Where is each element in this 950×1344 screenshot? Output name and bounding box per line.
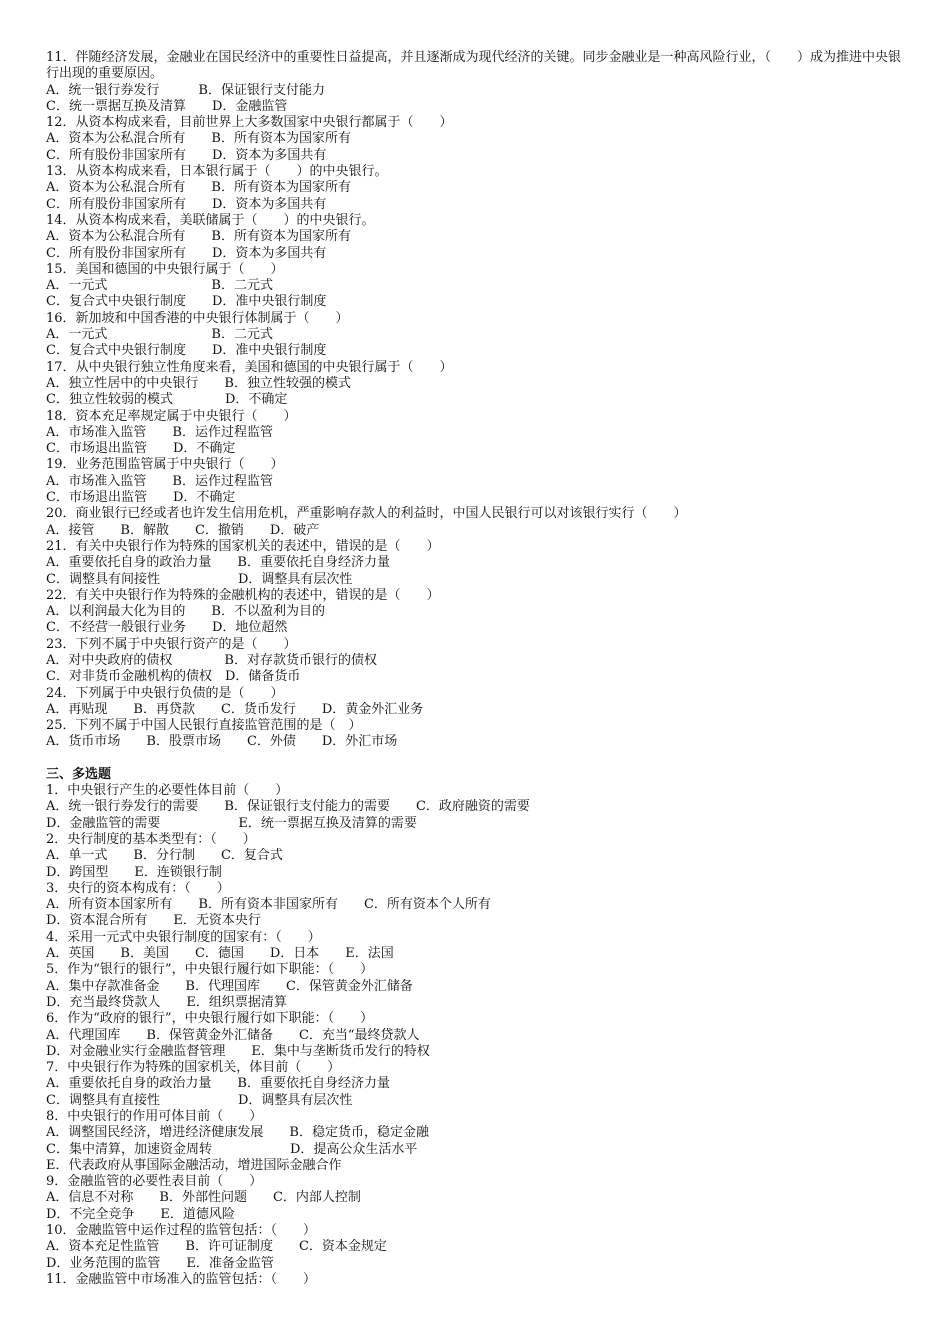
multi-choice-line: D．跨国型 E．连锁银行制	[46, 864, 222, 880]
single-choice-line: 17．从中央银行独立性角度来看，美国和德国的中央银行属于（ ）	[46, 359, 453, 375]
multi-choice-line: 1．中央银行产生的必要性体目前（ ）	[46, 783, 289, 799]
multi-choice-line: A．代理国库 B．保管黄金外汇储备 C．充当“最终贷款人	[46, 1027, 420, 1043]
single-choice-line: 16．新加坡和中国香港的中央银行体制属于（ ）	[46, 310, 349, 326]
multi-choice-line: 3．央行的资本构成有：（ ）	[46, 880, 230, 896]
single-choice-line: C．对非货币金融机构的债权 D．储备货币	[46, 669, 301, 685]
multi-choice-line: A．信息不对称 B．外部性问题 C．内部人控制	[46, 1190, 361, 1206]
single-choice-line: C．市场退出监管 D．不确定	[46, 490, 236, 506]
single-choice-line: 15．美国和德国的中央银行属于（ ）	[46, 261, 284, 277]
section-gap	[46, 751, 908, 767]
single-choice-line: C．调整具有间接性 D．调整具有层次性	[46, 571, 353, 587]
single-choice-line: 14．从资本构成来看，美联储属于（ ）的中央银行。	[46, 212, 375, 228]
multi-choice-line: 6．作为“政府的银行”，中央银行履行如下职能：（ ）	[46, 1011, 374, 1027]
section-heading-multi-choice: 三、多选题	[46, 766, 112, 782]
single-choice-line: 11．伴随经济发展，金融业在国民经济中的重要性日益提高，并且逐渐成为现代经济的关键。同步金融业是一种高风险行业，（ ）成为推进中央银行出现的重要原因。	[46, 50, 902, 82]
multi-choice-line: 9．金融监管的必要性表目前（ ）	[46, 1174, 263, 1190]
multi-choice-line: A．调整国民经济，增进经济健康发展 B．稳定货币，稳定金融	[46, 1125, 429, 1141]
multi-choice-section	[46, 783, 908, 1288]
single-choice-line: 25．下列不属于中国人民银行直接监管范围的是（ ）	[46, 718, 362, 734]
single-choice-line: 20．商业银行已经或者也许发生信用危机，严重影响存款人的利益时，中国人民银行可以对该银行实行（ ）	[46, 506, 687, 522]
single-choice-line: A．一元式 B．二元式	[46, 278, 273, 294]
multi-choice-line: 11．金融监管中市场准入的监管包括：（ ）	[46, 1271, 317, 1287]
single-choice-line: C．复合式中央银行制度 D．准中央银行制度	[46, 294, 327, 310]
multi-choice-line: E．代表政府从事国际金融活动，增进国际金融合作	[46, 1157, 342, 1173]
multi-choice-line: 8．中央银行的作用可体目前（ ）	[46, 1109, 263, 1124]
single-choice-line: A．接管 B．解散 C．撤销 D．破产	[46, 522, 320, 538]
single-choice-line: 18．资本充足率规定属于中央银行（ ）	[46, 408, 297, 424]
multi-choice-line: A．集中存款准备金 B．代理国库 C．保管黄金外汇储备	[46, 978, 413, 994]
single-choice-line: 19．业务范围监管属于中央银行（ ）	[46, 457, 284, 473]
single-choice-line: C．所有股份非国家所有 D．资本为多国共有	[46, 245, 327, 261]
multi-choice-line: D．金融监管的需要 E．统一票据互换及清算的需要	[46, 815, 417, 831]
multi-choice-line: 10．金融监管中运作过程的监管包括：（ ）	[46, 1223, 317, 1239]
single-choice-line: A．资本为公私混合所有 B．所有资本为国家所有	[46, 229, 351, 245]
single-choice-line: 23．下列不属于中央银行资产的是（ ）	[46, 636, 297, 652]
single-choice-line: C．所有股份非国家所有 D．资本为多国共有	[46, 196, 327, 212]
multi-choice-line: 2．央行制度的基本类型有：（ ）	[46, 831, 256, 847]
multi-choice-line: 7．中央银行作为特殊的国家机关，体目前（ ）	[46, 1060, 341, 1076]
multi-choice-line: C．调整具有直接性 D．调整具有层次性	[46, 1092, 353, 1108]
single-choice-line: A．资本为公私混合所有 B．所有资本为国家所有	[46, 180, 351, 196]
single-choice-line: C．不经营一般银行业务 D．地位超然	[46, 620, 288, 636]
single-choice-line: A．独立性居中的中央银行 B．独立性较强的模式	[46, 375, 351, 391]
single-choice-line: C．统一票据互换及清算 D．金融监管	[46, 98, 288, 114]
single-choice-line: A．对中央政府的债权 B．对存款货币银行的债权	[46, 652, 377, 668]
document-page	[46, 50, 908, 1288]
single-choice-line: A．货币市场 B．股票市场 C．外债 D．外汇市场	[46, 734, 398, 750]
multi-choice-line: A．统一银行券发行的需要 B．保证银行支付能力的需要 C．政府融资的需要	[46, 799, 530, 815]
single-choice-line: C．复合式中央银行制度 D．准中央银行制度	[46, 343, 327, 359]
single-choice-line: A．再贴现 B．再贷款 C．货币发行 D．黄金外汇业务	[46, 701, 424, 717]
single-choice-line: A．重要依托自身的政治力量 B．重要依托自身经济力量	[46, 555, 390, 571]
multi-choice-line: A．重要依托自身的政治力量 B．重要依托自身经济力量	[46, 1076, 390, 1092]
single-choice-line: A．以利润最大化为目的 B．不以盈利为目的	[46, 604, 325, 620]
single-choice-line: C．独立性较弱的模式 D．不确定	[46, 392, 288, 408]
multi-choice-line: D．业务范围的监管 E．准备金监管	[46, 1255, 274, 1271]
multi-choice-line: D．不完全竞争 E．道德风险	[46, 1206, 235, 1222]
single-choice-line: C．市场退出监管 D．不确定	[46, 441, 236, 457]
multi-choice-line: A．所有资本国家所有 B．所有资本非国家所有 C．所有资本个人所有	[46, 897, 491, 913]
single-choice-line: 13．从资本构成来看，日本银行属于（ ）的中央银行。	[46, 164, 388, 180]
single-choice-line: A．统一银行券发行 B．保证银行支付能力	[46, 82, 325, 98]
single-choice-section	[46, 50, 908, 751]
single-choice-line: A．一元式 B．二元式	[46, 327, 273, 343]
single-choice-line: 12．从资本构成来看，目前世界上大多数国家中央银行都属于（ ）	[46, 115, 453, 131]
single-choice-line: 22．有关中央银行作为特殊的金融机构的表述中，错误的是（ ）	[46, 587, 440, 603]
multi-choice-line: C．集中清算，加速资金周转 D．提高公众生活水平	[46, 1141, 418, 1157]
single-choice-line: 21．有关中央银行作为特殊的国家机关的表述中，错误的是（ ）	[46, 538, 440, 554]
single-choice-line: 24．下列属于中央银行负债的是（ ）	[46, 685, 284, 701]
multi-choice-line: A．英国 B．美国 C．德国 D．日本 E．法国	[46, 946, 394, 962]
multi-choice-line: 4．采用一元式中央银行制度的国家有：（ ）	[46, 929, 321, 945]
multi-choice-line: A．单一式 B．分行制 C．复合式	[46, 848, 283, 864]
multi-choice-line: 5．作为“银行的银行”，中央银行履行如下职能：（ ）	[46, 962, 374, 978]
single-choice-line: A．市场准入监管 B．运作过程监管	[46, 424, 273, 440]
single-choice-line: C．所有股份非国家所有 D．资本为多国共有	[46, 147, 327, 163]
multi-choice-line: D．资本混合所有 E．无资本央行	[46, 913, 261, 929]
single-choice-line: A．市场准入监管 B．运作过程监管	[46, 473, 273, 489]
multi-choice-line: A．资本充足性监管 B．许可证制度 C．资本金规定	[46, 1239, 387, 1255]
multi-choice-line: D．充当最终贷款人 E．组织票据清算	[46, 994, 287, 1010]
multi-choice-line: D．对金融业实行金融监督管理 E．集中与垄断货币发行的特权	[46, 1043, 430, 1059]
single-choice-line: A．资本为公私混合所有 B．所有资本为国家所有	[46, 131, 351, 147]
